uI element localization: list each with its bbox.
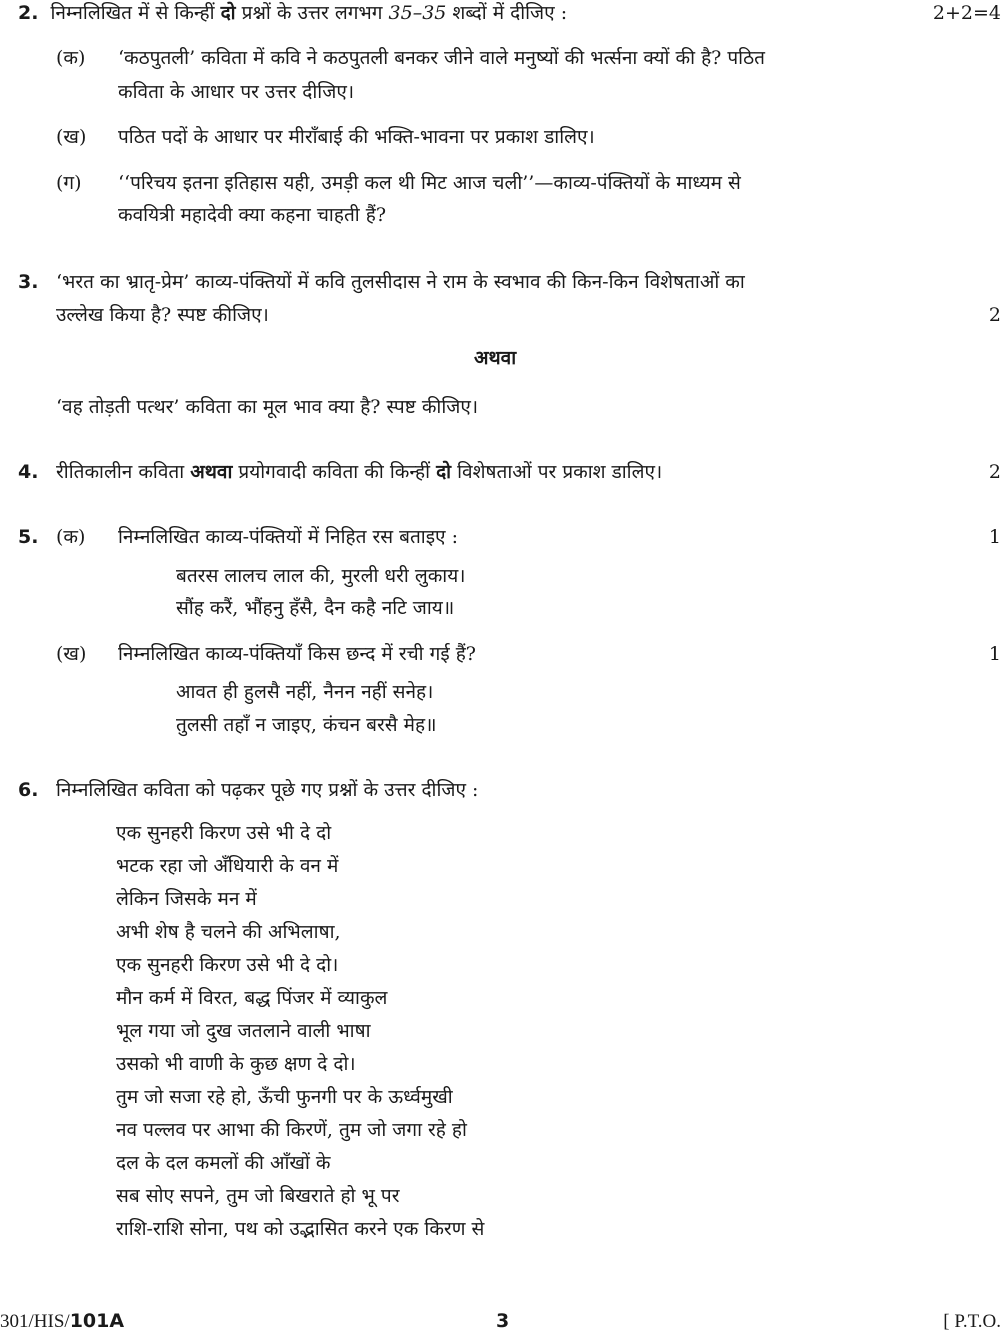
q2-instruction: निम्नलिखित में से किन्हीं दो प्रश्नों के उत्तर लगभग 35–35 शब्दों में दीजिए : [50,2,568,24]
poem-line: अभी शेष है चलने की अभिलाषा, [116,921,341,943]
q5-part-b-marks: 1 [988,643,1001,665]
poem-line: भूल गया जो दुख जतलाने वाली भाषा [116,1020,371,1042]
poem-line: दल के दल कमलों की आँखों के [116,1152,331,1174]
q4-text: रीतिकालीन कविता अथवा प्रयोगवादी कविता की किन्हीं दो विशेषताओं पर प्रकाश डालिए। [56,461,663,483]
q5-part-b-verse-2: तुलसी तहाँ न जाइए, कंचन बरसै मेह॥ [176,714,437,736]
q5-part-b-label: (ख) [56,643,87,665]
q5-part-b-verse-1: आवत ही हुलसै नहीं, नैनन नहीं सनेह। [176,681,434,703]
q3-or-heading: अथवा [474,347,517,369]
footer-page-number: 3 [496,1310,510,1332]
q5-part-b-text: निम्नलिखित काव्य-पंक्तियाँ किस छन्द में रची गई हैं? [118,643,476,665]
q3-line1: ‘भरत का भ्रातृ-प्रेम’ काव्य-पंक्तियों में कवि तुलसीदास ने राम के स्वभाव की किन-किन विशेषताओं का [56,271,745,293]
q3-alternative: ‘वह तोड़ती पत्थर’ कविता का मूल भाव क्या है? स्पष्ट कीजिए। [56,396,479,418]
q5-part-a-text: निम्नलिखित काव्य-पंक्तियों में निहित रस बताइए : [118,526,458,548]
q4-number: 4. [18,461,39,483]
poem-line: राशि-राशि सोना, पथ को उद्भासित करने एक किरण से [116,1218,485,1240]
poem-line: उसको भी वाणी के कुछ क्षण दे दो। [116,1053,356,1075]
footer-paper-code: 301/HIS/101A [0,1310,125,1332]
q2-part-b-line1: पठित पदों के आधार पर मीराँबाई की भक्ति-भावना पर प्रकाश डालिए। [118,126,595,148]
q3-number: 3. [18,271,39,293]
q4-marks: 2 [988,461,1001,483]
q6-poem [116,817,484,1246]
q5-part-a-marks: 1 [988,526,1001,548]
q5-part-a-verse-1: बतरस लालच लाल की, मुरली धरी लुकाय। [176,565,466,587]
q2-marks: 2+2=4 [932,2,1001,24]
q3-marks: 2 [988,304,1001,326]
q2-part-c-label: (ग) [56,172,82,194]
q2-header [18,0,567,30]
q6-text: निम्नलिखित कविता को पढ़कर पूछे गए प्रश्नों के उत्तर दीजिए : [56,779,479,801]
q2-part-a-line2: कविता के आधार पर उत्तर दीजिए। [118,81,355,103]
poem-line: भटक रहा जो अँधियारी के वन में [116,855,339,877]
q2-part-b-label: (ख) [56,126,87,148]
poem-line: लेकिन जिसके मन में [116,888,257,910]
poem-line: एक सुनहरी किरण उसे भी दे दो। [116,954,339,976]
poem-line: एक सुनहरी किरण उसे भी दे दो [116,822,332,844]
q2-part-a-label: (क) [56,47,86,69]
q2-part-c-line2: कवयित्री महादेवी क्या कहना चाहती हैं? [118,204,387,226]
footer-pto: [ P.T.O. [943,1311,1001,1332]
q2-number: 2. [18,2,39,24]
q5-part-a-label: (क) [56,526,86,548]
q3-line2: उल्लेख किया है? स्पष्ट कीजिए। [56,304,269,326]
q6-number: 6. [18,779,39,801]
poem-line: तुम जो सजा रहे हो, ऊँची फुनगी पर के ऊर्ध्वमुखी [116,1086,453,1108]
q2-part-c-line1: ‘‘परिचय इतना इतिहास यही, उमड़ी कल थी मिट आज चली’’—काव्य-पंक्तियों के माध्यम से [118,172,741,194]
poem-line: मौन कर्म में विरत, बद्ध पिंजर में व्याकुल [116,987,388,1009]
poem-line: सब सोए सपने, तुम जो बिखराते हो भू पर [116,1185,400,1207]
q2-part-a-line1: ‘कठपुतली’ कविता में कवि ने कठपुतली बनकर जीने वाले मनुष्यों की भर्त्सना क्यों की है? पठित [118,47,765,69]
poem-line: नव पल्लव पर आभा की किरणें, तुम जो जगा रहे हो [116,1119,467,1141]
q5-number: 5. [18,526,39,548]
q5-part-a-verse-2: सौंह करैं, भौंहनु हँसै, दैन कहै नटि जाय॥ [176,597,455,619]
